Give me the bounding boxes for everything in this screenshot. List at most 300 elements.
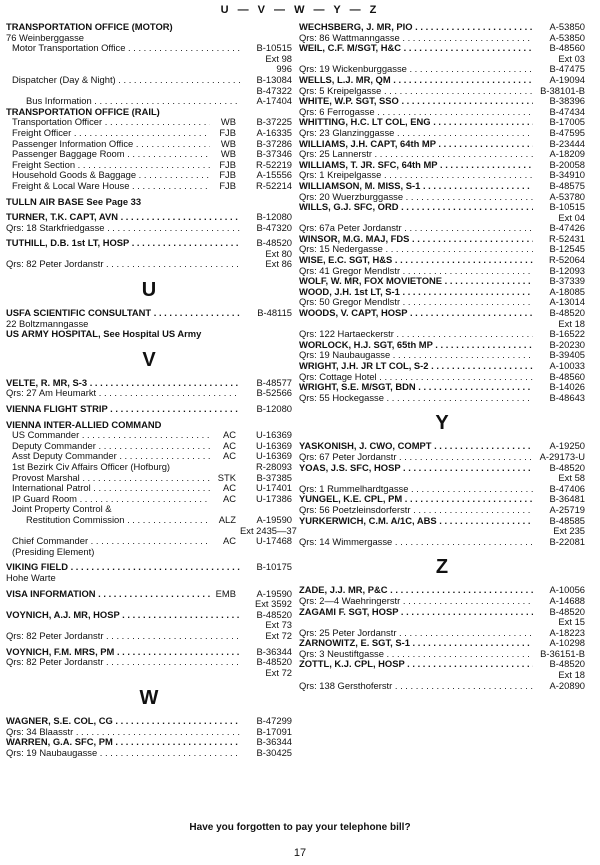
phone-number: B-12093 xyxy=(549,264,585,276)
phone-number: B-38396 xyxy=(549,95,585,107)
directory-detail xyxy=(6,727,292,738)
entry-label: Qrs: 67a Peter Jordanstr . . . xyxy=(299,223,533,234)
phone-number: B-48560 xyxy=(549,370,585,382)
phone-number: B-36151-B xyxy=(540,647,585,659)
entry-label: WOOD, J.H. 1st LT, S-1 . . . xyxy=(299,287,533,298)
directory-entry xyxy=(299,255,585,266)
entry-label: Provost Marshal . . . xyxy=(6,473,210,484)
phone-number: B-23444 xyxy=(549,137,585,149)
phone-number: B-38101-B xyxy=(540,84,585,96)
entry-label: Chief Commander . . . xyxy=(6,536,210,547)
phone-number: Ext 235 xyxy=(553,525,585,537)
exchange-code: AC xyxy=(222,439,236,451)
phone-number: B-48520 xyxy=(256,608,292,620)
directory-detail xyxy=(299,319,585,330)
entry-label: Qrs: 82 Peter Jordanstr . . . xyxy=(6,259,240,270)
directory-entry xyxy=(299,75,585,86)
directory-detail xyxy=(299,192,585,203)
directory-detail xyxy=(6,64,292,75)
phone-number: A-14688 xyxy=(549,594,585,606)
entry-label: WILLIAMS, T. JR. SFC, 64th MP . . . xyxy=(299,160,533,171)
directory-detail xyxy=(299,537,585,548)
directory-detail xyxy=(6,149,292,160)
entry-label: Qrs: 19 Naubaugasse . . . xyxy=(299,350,533,361)
phone-number: A-10298 xyxy=(549,637,585,649)
exchange-code: WB xyxy=(220,116,236,128)
phone-number: B-12545 xyxy=(549,243,585,255)
entry-label: TRANSPORTATION OFFICE (MOTOR) xyxy=(6,22,173,32)
footer-note: Have you forgotten to pay your telephone bill? xyxy=(189,822,411,833)
phone-number: Ext 72 xyxy=(265,629,292,641)
phone-number: U-16369 xyxy=(256,450,292,462)
phone-number: A-19250 xyxy=(549,440,585,452)
section-letter: Y xyxy=(435,412,449,435)
entry-label: 22 Boltzmanngasse xyxy=(6,318,89,329)
entry-label: Qrs: 5 Kreipelgasse . . . xyxy=(299,86,533,97)
phone-number: B-34910 xyxy=(549,169,585,181)
phone-number: B-37225 xyxy=(256,116,292,128)
directory-detail xyxy=(299,33,585,44)
phone-number: U-17468 xyxy=(256,535,292,547)
phone-number: R-52064 xyxy=(549,254,585,266)
phone-number: B-48560 xyxy=(549,42,585,54)
directory-detail xyxy=(6,259,292,270)
entry-label: Asst Deputy Commander . . . xyxy=(6,451,210,462)
phone-number: B-17005 xyxy=(549,116,585,128)
entry-label: Passenger Information Office . . . xyxy=(6,139,210,150)
entry-label: VELTE, R. MR, S-3 . . . xyxy=(6,378,240,389)
entry-label: International Patrol . . . xyxy=(6,483,210,494)
directory-detail xyxy=(299,393,585,404)
phone-number: Ext 72 xyxy=(265,666,292,678)
directory-detail xyxy=(6,441,292,452)
directory-entry xyxy=(6,308,292,319)
phone-number: R-28093 xyxy=(256,461,292,472)
directory-entry xyxy=(6,238,292,249)
entry-label: YOAS, J.S. SFC, HOSP . . . xyxy=(299,463,533,474)
phone-number: A-29173-U xyxy=(539,450,585,462)
phone-number: B-20230 xyxy=(549,338,585,350)
directory-entry xyxy=(6,737,292,748)
entry-label: WILLIAMSON, M. MISS, S-1 . . . xyxy=(299,181,533,192)
phone-number: Ext 04 xyxy=(558,211,585,223)
entry-label: VIENNA INTER-ALLIED COMMAND xyxy=(6,419,162,430)
phone-number: Ext 73 xyxy=(265,619,292,631)
phone-number: R-52214 xyxy=(256,179,292,191)
directory-detail xyxy=(299,266,585,277)
directory-detail xyxy=(299,372,585,383)
directory-detail xyxy=(299,170,585,181)
directory-entry xyxy=(6,589,292,600)
phone-number: B-12080 xyxy=(256,211,292,223)
phone-number: B-16522 xyxy=(549,328,585,340)
entry-label: WAGNER, S.E. COL, CG . . . xyxy=(6,716,240,727)
exchange-code: AC xyxy=(222,482,236,494)
directory-detail xyxy=(6,462,292,473)
directory-detail xyxy=(6,536,292,547)
directory-detail xyxy=(299,484,585,495)
entry-label: WEIL, C.F. M/SGT, H&C . . . xyxy=(299,43,533,54)
phone-number: B-48520 xyxy=(549,307,585,319)
directory-detail xyxy=(6,249,292,260)
phone-number: Ext 18 xyxy=(558,669,585,681)
exchange-code: FJB xyxy=(219,179,236,191)
directory-entry xyxy=(299,659,585,670)
exchange-code: STK xyxy=(217,471,236,483)
phone-number: A-19094 xyxy=(549,73,585,85)
phone-number: B-10175 xyxy=(256,561,292,573)
directory-entry xyxy=(299,494,585,505)
entry-label: Freight Section . . . xyxy=(6,160,210,171)
entry-label: US ARMY HOSPITAL, See Hospital US Army xyxy=(6,329,202,340)
phone-number: B-10515 xyxy=(256,42,292,54)
directory-entry xyxy=(299,202,585,213)
entry-label: Qrs: 18 Starkfriedgasse . . . xyxy=(6,223,240,234)
entry-label: 1st Bezirk Civ Affairs Officer (Hofburg) xyxy=(12,462,171,472)
entry-label: Dispatcher (Day & Night) . . . xyxy=(6,75,240,86)
section-letter: Z xyxy=(435,556,449,579)
entry-label: Joint Property Control & xyxy=(12,504,112,515)
entry-label: Qrs: 25 Lannerstr . . . xyxy=(299,149,533,160)
directory-detail xyxy=(6,117,292,128)
phone-number: A-10056 xyxy=(549,584,585,596)
phone-number: Ext 86 xyxy=(265,258,292,270)
directory-detail xyxy=(6,33,292,44)
phone-number: A-10033 xyxy=(549,360,585,371)
entry-label: Motor Transportation Office . . . xyxy=(6,43,240,54)
directory-detail xyxy=(6,86,292,97)
directory-detail xyxy=(299,128,585,139)
entry-label: YASKONISH, J. CWO, COMPT . . . xyxy=(299,441,533,452)
phone-number: B-37346 xyxy=(256,148,292,160)
phone-number: A-25719 xyxy=(549,503,585,515)
entry-label: Qrs: 138 Gersthoferstr . . . xyxy=(299,681,533,692)
directory-detail xyxy=(6,473,292,484)
directory-entry xyxy=(6,647,292,658)
phone-number: 996 xyxy=(276,63,292,75)
directory-entry xyxy=(6,329,292,340)
phone-number: B-47475 xyxy=(549,63,585,75)
directory-detail xyxy=(6,181,292,192)
exchange-code: FJB xyxy=(219,169,236,181)
section-letter: U xyxy=(141,279,157,302)
directory-entry xyxy=(299,181,585,192)
directory-detail xyxy=(6,573,292,584)
directory-detail xyxy=(6,494,292,505)
phone-number: A-53780 xyxy=(549,190,585,202)
directory-entry xyxy=(299,22,585,33)
directory-detail xyxy=(299,473,585,484)
directory-detail xyxy=(6,223,292,234)
entry-label: WRIGHT, S.E. M/SGT, BDN . . . xyxy=(299,382,533,393)
section-letter: V xyxy=(142,348,156,371)
entry-label: WOODS, V. CAPT, HOSP . . . xyxy=(299,308,533,319)
phone-number: B-48115 xyxy=(257,307,292,319)
directory-detail xyxy=(6,139,292,150)
entry-label: Transportation Officer . . . xyxy=(6,117,210,128)
phone-number: B-37385 xyxy=(256,471,292,483)
directory-entry xyxy=(6,562,292,573)
phone-number: A-16335 xyxy=(256,126,292,138)
phone-number: B-48577 xyxy=(256,376,292,388)
directory-entry xyxy=(6,610,292,621)
exchange-code: AC xyxy=(222,429,236,441)
phone-number: B-48585 xyxy=(549,514,585,526)
entry-label: WELLS, L.J. MR, QM . . . xyxy=(299,75,533,86)
phone-number: B-48520 xyxy=(256,656,292,668)
phone-number: B-48520 xyxy=(549,658,585,670)
entry-label: Qrs: 2—4 Waehringerstr . . . xyxy=(299,596,533,607)
directory-entry xyxy=(6,404,292,415)
directory-entry xyxy=(299,382,585,393)
exchange-code: WB xyxy=(220,137,236,149)
entry-label: WRIGHT, J.H. JR LT COL, S-2 . . . xyxy=(299,361,533,372)
exchange-code: FJB xyxy=(219,158,236,170)
directory-detail xyxy=(6,657,292,668)
entry-label: Qrs: 82 Peter Jordanstr . . . xyxy=(6,631,240,642)
entry-label: Restitution Commission . . . xyxy=(6,515,210,526)
phone-number: A-19590 xyxy=(256,513,292,525)
entry-label: VISA INFORMATION . . . xyxy=(6,589,210,600)
phone-number: A-18209 xyxy=(549,148,585,160)
directory-detail xyxy=(6,668,292,679)
directory-detail xyxy=(6,170,292,181)
phone-number: A-53850 xyxy=(549,31,585,43)
exchange-code: AC xyxy=(222,492,236,504)
phone-number: B-20058 xyxy=(549,158,585,170)
phone-number: U-17386 xyxy=(256,492,292,504)
entry-label: Qrs: 23 Glanzinggasse . . . xyxy=(299,128,533,139)
directory-entry xyxy=(299,139,585,150)
directory-detail xyxy=(299,526,585,537)
phone-number: R-52219 xyxy=(256,158,292,170)
entry-label: VOYNICH, A.J. MR, HOSP . . . xyxy=(6,610,240,621)
directory-entry xyxy=(299,160,585,171)
directory-detail xyxy=(6,504,292,515)
entry-label: Qrs: 1 Kreipelgasse . . . xyxy=(299,170,533,181)
directory-detail xyxy=(6,43,292,54)
phone-number: B-48575 xyxy=(549,179,585,191)
directory-detail xyxy=(6,620,292,631)
phone-number: B-47322 xyxy=(256,84,292,96)
directory-entry xyxy=(299,585,585,596)
directory-entry xyxy=(299,516,585,527)
phone-number: Ext 03 xyxy=(558,52,585,64)
directory-detail xyxy=(6,96,292,107)
exchange-code: WB xyxy=(220,148,236,160)
phone-number: R-52431 xyxy=(549,232,585,244)
directory-entry xyxy=(299,276,585,287)
directory-detail xyxy=(299,54,585,65)
phone-number: U-16369 xyxy=(256,429,292,441)
entry-label: Qrs: 3 Neustiftgasse . . . xyxy=(299,649,533,660)
entry-label: Passenger Baggage Room . . . xyxy=(6,149,210,160)
directory-detail xyxy=(299,452,585,463)
directory-detail xyxy=(6,160,292,171)
phone-number: Ext 80 xyxy=(265,247,292,259)
entry-label: Freight & Local Ware House . . . xyxy=(6,181,210,192)
directory-entry xyxy=(6,22,292,33)
entry-label: Qrs: 25 Peter Jordanstr . . . xyxy=(299,628,533,639)
phone-number: Ext 2435—37 xyxy=(240,524,297,536)
entry-label: Bus Information . . . xyxy=(6,96,240,107)
entry-label: WHITE, W.P. SGT, SSO . . . xyxy=(299,96,533,107)
directory-entry xyxy=(299,234,585,245)
entry-label: Qrs: 27 Am Heumarkt . . . xyxy=(6,388,240,399)
phone-number: B-52566 xyxy=(256,387,292,399)
directory-entry xyxy=(299,607,585,618)
directory-detail xyxy=(299,223,585,234)
entry-label: ZADE, J.J. MR, P&C . . . xyxy=(299,585,533,596)
entry-label: WILLS, G.J. SFC, ORD . . . xyxy=(299,202,533,213)
phone-number: B-14026 xyxy=(549,381,585,393)
entry-label: Household Goods & Baggage . . . xyxy=(6,170,210,181)
page-number: 17 xyxy=(293,847,307,859)
directory-detail xyxy=(6,319,292,330)
page-header: U — V — W — Y — Z xyxy=(220,4,380,16)
phone-number: Ext 98 xyxy=(265,52,292,64)
phone-number: B-47595 xyxy=(549,126,585,138)
entry-label: VIKING FIELD . . . xyxy=(6,562,240,573)
exchange-code: ALZ xyxy=(218,513,236,525)
entry-label: VIENNA FLIGHT STRIP . . . xyxy=(6,404,240,415)
phone-number: B-37339 xyxy=(549,275,585,287)
phone-number: B-30425 xyxy=(256,747,292,759)
phone-number: A-19590 xyxy=(256,587,292,599)
directory-detail xyxy=(299,297,585,308)
phone-number: Ext 3592 xyxy=(254,598,292,610)
entry-label: ZAGAMI F. SGT, HOSP . . . xyxy=(299,607,533,618)
phone-number: B-47426 xyxy=(549,222,585,234)
entry-label: Qrs: 122 Hartaeckerstr . . . xyxy=(299,329,533,340)
directory-detail xyxy=(6,524,297,537)
entry-label: Qrs: 20 Wuerzburggasse . . . xyxy=(299,192,533,203)
entry-label: 76 Weinberggasse xyxy=(6,32,85,43)
phone-number: A-20890 xyxy=(549,679,585,691)
phone-number: B-36481 xyxy=(549,493,585,505)
entry-label: Hohe Warte xyxy=(6,572,56,583)
phone-number: B-47299 xyxy=(256,715,292,727)
phone-number: B-47406 xyxy=(549,482,585,494)
directory-detail xyxy=(6,128,292,139)
directory-entry xyxy=(299,361,585,372)
directory-detail xyxy=(299,681,585,692)
phone-number: B-37286 xyxy=(256,137,292,149)
directory-detail xyxy=(6,599,292,610)
entry-label: ZARNOWITZ, E. SGT, S-1 . . . xyxy=(299,638,533,649)
directory-detail xyxy=(299,329,585,340)
entry-label: Freight Officer . . . xyxy=(6,128,210,139)
directory-detail xyxy=(299,617,585,628)
section-letter: W xyxy=(139,687,159,710)
entry-label: WOLF, W. MR, FOX MOVIETONE . . . xyxy=(299,276,533,287)
entry-label: (Presiding Element) xyxy=(12,546,95,557)
entry-label: Qrs: 6 Ferrogasse . . . xyxy=(299,107,533,118)
phone-number: A-15556 xyxy=(256,169,292,181)
directory-detail xyxy=(6,54,292,65)
phone-number: U-17401 xyxy=(256,482,292,494)
directory-entry xyxy=(299,287,585,298)
left-column xyxy=(6,22,297,759)
entry-label: Qrs: 19 Naubaugasse . . . xyxy=(6,748,240,759)
entry-label: ZOTTL, K.J. CPL, HOSP . . . xyxy=(299,659,533,670)
directory-entry xyxy=(6,212,292,223)
directory-detail xyxy=(6,451,292,462)
phone-number: B-36344 xyxy=(256,736,292,748)
phone-number: B-22081 xyxy=(549,535,585,547)
phone-number: A-53850 xyxy=(549,21,585,32)
directory-entry xyxy=(6,378,292,389)
entry-label: YURKERWICH, C.M. A/1C, ABS . . . xyxy=(299,516,533,527)
entry-label: US Commander . . . xyxy=(6,430,210,441)
entry-label: Qrs: 1 Rummelhardtgasse . . . xyxy=(299,484,533,495)
phone-number: B-47320 xyxy=(256,221,292,233)
entry-label: WHITTING, H.C. LT COL, ENG . . . xyxy=(299,117,533,128)
entry-label: Qrs: 67 Peter Jordanstr . . . xyxy=(299,452,533,463)
phone-number: B-47434 xyxy=(549,105,585,117)
entry-label: WECHSBERG, J. MR, PIO . . . xyxy=(299,22,533,33)
directory-detail xyxy=(6,631,292,642)
phone-number: B-48520 xyxy=(256,237,292,249)
directory-entry xyxy=(299,308,585,319)
entry-label: Qrs: Cottage Hotel . . . xyxy=(299,372,533,383)
entry-label: Qrs: 19 Wickenburggasse . . . xyxy=(299,64,533,75)
phone-number: A-13014 xyxy=(549,296,585,308)
entry-label: YUNGEL, K.E. CPL, PM . . . xyxy=(299,494,533,505)
directory-detail xyxy=(299,596,585,607)
directory-detail xyxy=(6,388,292,399)
directory-detail xyxy=(299,350,585,361)
entry-label: TRANSPORTATION OFFICE (RAIL) xyxy=(6,106,160,117)
directory-entry xyxy=(299,340,585,351)
entry-label: USFA SCIENTIFIC CONSULTANT . . . xyxy=(6,308,240,319)
phone-number: Ext 18 xyxy=(558,317,585,329)
directory-detail xyxy=(299,649,585,660)
entry-label: Qrs: 34 Blaasstr . . . xyxy=(6,727,240,738)
directory-detail xyxy=(299,505,585,516)
entry-label: WARREN, G.A. SFC, PM . . . xyxy=(6,737,240,748)
phone-number: B-48520 xyxy=(549,605,585,617)
entry-label: WINSOR, M.G. MAJ, FDS . . . xyxy=(299,234,533,245)
directory-detail xyxy=(299,213,585,224)
exchange-code: AC xyxy=(222,535,236,547)
directory-detail xyxy=(299,107,585,118)
entry-label: TURNER, T.K. CAPT, AVN . . . xyxy=(6,212,240,223)
entry-label: VOYNICH, F.M. MRS, PM . . . xyxy=(6,647,240,658)
right-column xyxy=(299,22,585,691)
directory-entry xyxy=(6,716,292,727)
phone-number: A-18085 xyxy=(549,285,585,297)
exchange-code: AC xyxy=(222,450,236,462)
directory-entry xyxy=(299,117,585,128)
entry-label: Qrs: 41 Gregor Mendlstr . . . xyxy=(299,266,533,277)
entry-label: TUTHILL, D.B. 1st LT, HOSP . . . xyxy=(6,238,240,249)
entry-label: Qrs: 50 Gregor Mendlstr . . . xyxy=(299,297,533,308)
exchange-code: EMB xyxy=(215,587,236,599)
entry-label: IP Guard Room . . . xyxy=(6,494,210,505)
directory-detail xyxy=(6,430,292,441)
entry-label: Qrs: 56 Poetzleinsdorferstr . . . xyxy=(299,505,533,516)
entry-label: Qrs: 82 Peter Jordanstr . . . xyxy=(6,657,240,668)
entry-label: Deputy Commander . . . xyxy=(6,441,210,452)
phone-number: A-17404 xyxy=(256,95,292,107)
directory-entry xyxy=(6,420,292,431)
directory-detail xyxy=(6,483,292,494)
directory-entry xyxy=(6,197,292,208)
phone-number: B-36344 xyxy=(256,645,292,657)
directory-entry xyxy=(299,43,585,54)
directory-detail xyxy=(6,75,292,86)
